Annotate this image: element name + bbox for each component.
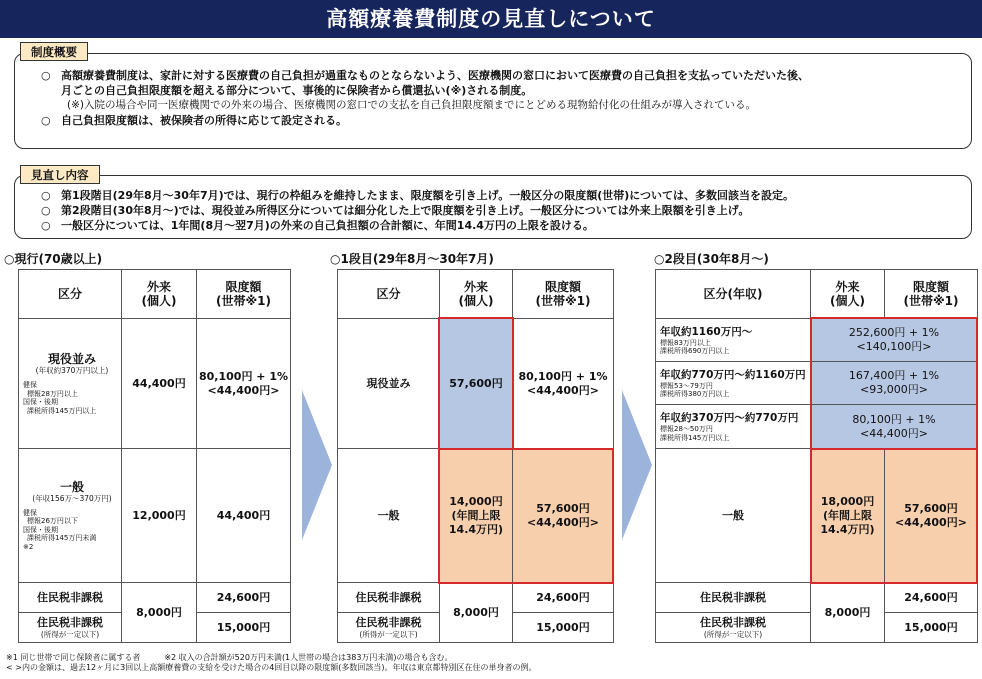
row-income-370-gendo: 80,100円 + 1% <44,400円> — [811, 405, 978, 449]
footnote-2: < >内の金額は、過去12ヶ月に3回以上高額療養費の支給を受けた場合の4回目以降の限度額(多数回該当)。年収は東京都特別区在住の単身者の例。 — [6, 663, 537, 672]
header-gendo: 限度額 (世帯※1) — [513, 270, 614, 319]
row-genekinami-gairai: 44,400円 — [122, 319, 197, 449]
review-bullet-3: ○ 一般区分については、1年間(8月～翌7月)の外来の自己負担額の合計額に、年間14.4万円の上限を設ける。 — [41, 219, 594, 232]
overview-bullet-2: ○ 自己負担限度額は、被保険者の所得に応じて設定される。 — [41, 114, 347, 127]
row-hikazei-label: 住民税非課税 — [656, 583, 811, 613]
row-income-1160-label: 年収約1160万円～ 標報83万円以上 課税所得690万円以上 — [656, 319, 811, 362]
arrow-right-icon — [300, 390, 334, 540]
header-gendo: 限度額 (世帯※1) — [885, 270, 978, 319]
table-stage2 — [655, 269, 978, 643]
row-hikazei-gendo: 24,600円 — [197, 583, 291, 613]
review-box — [14, 175, 972, 239]
row-hikazei-label: 住民税非課税 — [338, 583, 440, 613]
header-kubun: 区分 — [338, 270, 440, 319]
review-bullet-1: ○ 第1段階目(29年8月～30年7月)では、現行の枠組みを維持したまま、限度額を引き上げ。一般区分の限度額(世帯)については、多数回該当を設定。 — [41, 189, 795, 202]
table-current-title: ○現行(70歳以上) — [4, 252, 103, 266]
row-hikazei-low-gendo: 15,000円 — [885, 613, 978, 643]
row-genekinami-label: 現役並み — [338, 319, 440, 449]
row-income-1160-gendo: 252,600円 + 1% <140,100円> — [811, 319, 978, 362]
row-hikazei-low-label: 住民税非課税 (所得が一定以下) — [656, 613, 811, 643]
row-hikazei-gairai: 8,000円 — [440, 583, 513, 643]
overview-note: (※)入院の場合や同一医療機関での外来の場合、医療機関の窓口での支払を自己負担限度額までにとどめる現物給付化の仕組みが導入されている。 — [67, 99, 756, 111]
overview-box — [14, 53, 972, 149]
row-ippan-label: 一般 (年収156万～370万円) 健保 標報26万円以下 国保・後期 課税所得145万円未満 ※2 — [19, 449, 122, 583]
row-ippan-gendo: 57,600円 <44,400円> — [513, 449, 614, 583]
header-kubun: 区分(年収) — [656, 270, 811, 319]
header-gendo: 限度額 (世帯※1) — [197, 270, 291, 319]
overview-label: 制度概要 — [20, 42, 88, 61]
row-hikazei-low-label: 住民税非課税 (所得が一定以下) — [338, 613, 440, 643]
row-income-770-gendo: 167,400円 + 1% <93,000円> — [811, 362, 978, 405]
table-stage1-title: ○1段目(29年8月～30年7月) — [330, 252, 494, 266]
row-ippan-gairai: 14,000円 (年間上限 14.4万円) — [440, 449, 513, 583]
row-genekinami-label: 現役並み (年収約370万円以上) 健保 標報28万円以上 国保・後期 課税所得145万円以上 — [19, 319, 122, 449]
row-ippan-gendo: 44,400円 — [197, 449, 291, 583]
header-gairai: 外来 (個人) — [811, 270, 885, 319]
arrow-right-icon — [620, 390, 654, 540]
header-kubun: 区分 — [19, 270, 122, 319]
row-ippan-gairai: 12,000円 — [122, 449, 197, 583]
row-income-370-label: 年収約370万円～約770万円 標報28～50万円 課税所得145万円以上 — [656, 405, 811, 449]
row-hikazei-low-label: 住民税非課税 (所得が一定以下) — [19, 613, 122, 643]
row-genekinami-gendo: 80,100円 + 1% <44,400円> — [197, 319, 291, 449]
table-current — [18, 269, 291, 643]
header-gairai: 外来 (個人) — [440, 270, 513, 319]
row-hikazei-low-gendo: 15,000円 — [197, 613, 291, 643]
row-hikazei-low-gendo: 15,000円 — [513, 613, 614, 643]
row-genekinami-gairai: 57,600円 — [440, 319, 513, 449]
review-label: 見直し内容 — [20, 165, 100, 184]
row-hikazei-gendo: 24,600円 — [513, 583, 614, 613]
table-stage1 — [337, 269, 614, 643]
overview-bullet-1: ○ 高額療養費制度は、家計に対する医療費の自己負担が過重なものとならないよう、医療機関の窓口において医療費の自己負担を支払っていただいた後、 — [41, 69, 809, 82]
row-ippan-gendo: 57,600円 <44,400円> — [885, 449, 978, 583]
row-hikazei-label: 住民税非課税 — [19, 583, 122, 613]
row-hikazei-gairai: 8,000円 — [811, 583, 885, 643]
page-title: 高額療養費制度の見直しについて — [0, 0, 982, 38]
row-income-770-label: 年収約770万円～約1160万円 標報53～79万円 課税所得380万円以上 — [656, 362, 811, 405]
review-bullet-2: ○ 第2段階目(30年8月～)では、現役並み所得区分については細分化した上で限度額を引き上げ。一般区分については外来上限額を引き上げ。 — [41, 204, 750, 217]
overview-bullet-1-cont: 月ごとの自己負担限度額を超える部分について、事後的に保険者から償還払い(※)される制度。 — [61, 84, 533, 97]
header-gairai: 外来 (個人) — [122, 270, 197, 319]
row-hikazei-gendo: 24,600円 — [885, 583, 978, 613]
row-ippan-gairai: 18,000円 (年間上限 14.4万円) — [811, 449, 885, 583]
row-hikazei-gairai: 8,000円 — [122, 583, 197, 643]
row-ippan-label: 一般 — [338, 449, 440, 583]
footnote-1: ※1 同じ世帯で同じ保険者に属する者 ※2 収入の合計額が520万円未満(1人世帯の場合は383万円未満)の場合も含む。 — [6, 653, 453, 662]
row-ippan-label: 一般 — [656, 449, 811, 583]
table-stage2-title: ○2段目(30年8月～) — [654, 252, 769, 266]
row-genekinami-gendo: 80,100円 + 1% <44,400円> — [513, 319, 614, 449]
